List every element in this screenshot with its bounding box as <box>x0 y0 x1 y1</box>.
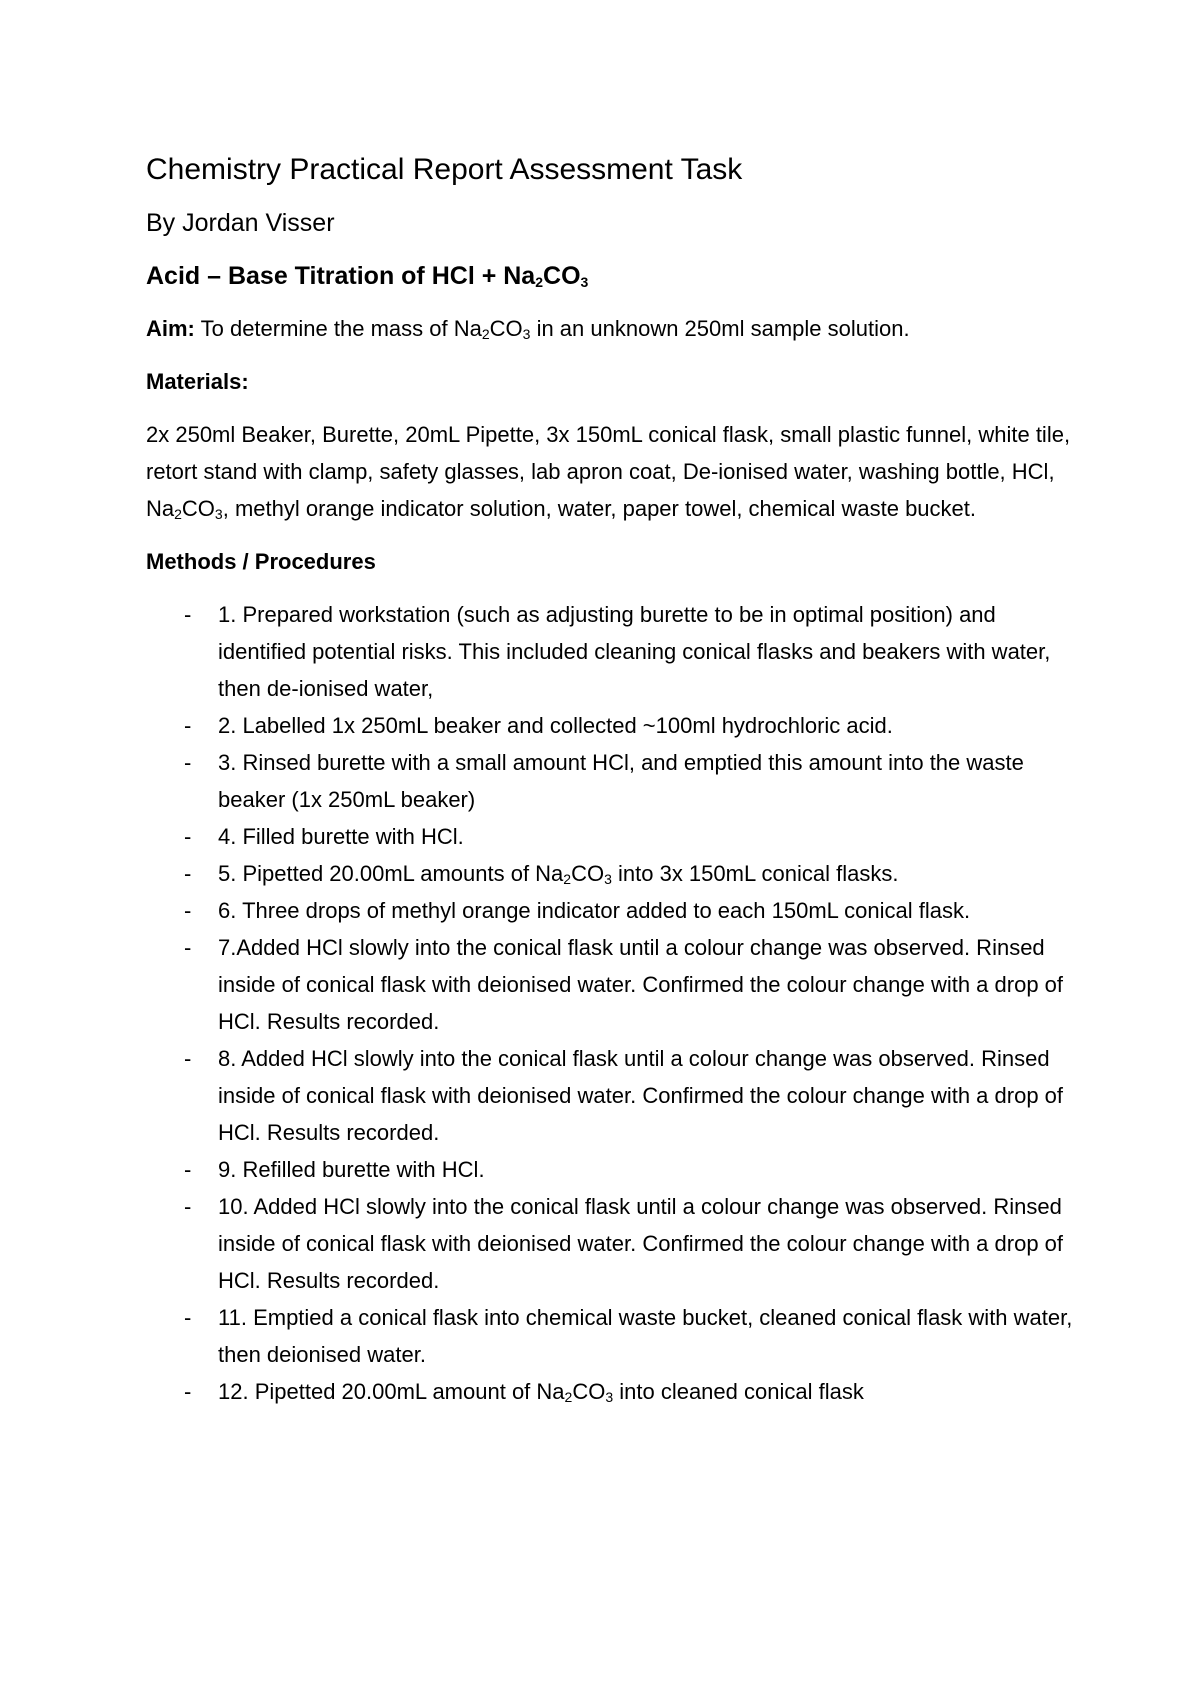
report-subtitle <box>146 258 1086 294</box>
step-subscript-2: 2 <box>564 1389 573 1405</box>
materials-text-post: , methyl orange indicator solution, water, paper towel, chemical waste bucket. <box>222 496 976 521</box>
step-text-post: into cleaned conical flask <box>613 1379 864 1404</box>
aim-text-post: in an unknown 250ml sample solution. <box>530 316 910 341</box>
bullet-dash: - <box>184 935 192 960</box>
step-co: CO <box>571 861 605 886</box>
bullet-dash: - <box>184 1379 192 1404</box>
materials-subscript-3: 3 <box>214 506 223 522</box>
aim-subscript-2: 2 <box>481 326 490 342</box>
step-text: 9. Refilled burette with HCl. <box>218 1157 485 1182</box>
step-subscript-3: 3 <box>604 871 612 887</box>
materials-subscript-2: 2 <box>174 506 182 522</box>
procedure-step <box>146 1299 1086 1373</box>
procedure-step <box>146 707 1086 744</box>
document-body <box>146 150 1086 1410</box>
procedure-step <box>146 1188 1086 1299</box>
procedure-step <box>146 1373 1086 1410</box>
step-text: 10. Added HCl slowly into the conical flask until a colour change was observed. Rinsed inside of conical flask with deionised water. Confirmed the colour change with a drop of HCl. Results recorded. <box>218 1194 1064 1293</box>
bullet-dash: - <box>184 861 192 886</box>
step-text-pre: 12. Pipetted 20.00mL amount of Na <box>218 1379 565 1404</box>
report-author: By Jordan Visser <box>146 209 335 237</box>
step-text: 8. Added HCl slowly into the conical flask until a colour change was observed. Rinsed inside of conical flask with deionised water. Confirmed the colour change with a drop of HCl. Results recorded. <box>218 1046 1064 1145</box>
procedure-step <box>146 855 1086 892</box>
procedure-list <box>146 596 1086 1410</box>
aim-co: CO <box>489 316 523 341</box>
subtitle-text: Acid – Base Titration of HCl + Na <box>146 262 536 290</box>
bullet-dash: - <box>184 1194 192 1219</box>
step-text: 4. Filled burette with HCl. <box>218 824 464 849</box>
bullet-dash: - <box>184 602 192 627</box>
materials-text-pre: 2x 250ml Beaker, Burette, 20mL Pipette, 3x 150mL conical flask, small plastic funnel, white tile, retort stand with clamp, safety glasses, lab apron coat, De-ionised water, washing bottle, HCl, Na <box>146 422 1071 521</box>
materials-heading: Materials: <box>146 369 249 394</box>
aim-paragraph <box>146 310 1086 347</box>
methods-heading: Methods / Procedures <box>146 549 376 574</box>
report-title: Chemistry Practical Report Assessment Task <box>146 153 743 186</box>
step-text: 11. Emptied a conical flask into chemical waste bucket, cleaned conical flask with water, then deionised water. <box>218 1305 1073 1367</box>
bullet-dash: - <box>184 898 192 923</box>
aim-label: Aim: <box>146 316 195 341</box>
bullet-dash: - <box>184 1305 192 1330</box>
bullet-dash: - <box>184 1046 192 1071</box>
step-text: 6. Three drops of methyl orange indicator added to each 150mL conical flask. <box>218 898 971 923</box>
step-subscript-3: 3 <box>605 1389 614 1405</box>
bullet-dash: - <box>184 1157 192 1182</box>
step-text: 1. Prepared workstation (such as adjusting burette to be in optimal position) and identified potential risks. This included cleaning conical flasks and beakers with water, then de-ionised water, <box>218 602 1051 701</box>
subtitle-subscript-2: 2 <box>535 274 544 290</box>
procedure-step <box>146 929 1086 1040</box>
materials-paragraph <box>146 416 1086 527</box>
step-text: 7.Added HCl slowly into the conical flask until a colour change was observed. Rinsed inside of conical flask with deionised water. Confirmed the colour change with a drop of HCl. Results recorded. <box>218 935 1064 1034</box>
bullet-dash: - <box>184 824 192 849</box>
step-text: 3. Rinsed burette with a small amount HCl, and emptied this amount into the waste beaker (1x 250mL beaker) <box>218 750 1024 812</box>
procedure-step <box>146 1040 1086 1151</box>
step-co: CO <box>572 1379 606 1404</box>
step-text-post: into 3x 150mL conical flasks. <box>611 861 899 886</box>
procedure-step <box>146 892 1086 929</box>
subtitle-co: CO <box>543 262 581 290</box>
step-text-pre: 5. Pipetted 20.00mL amounts of Na <box>218 861 564 886</box>
aim-text-pre: To determine the mass of Na <box>194 316 482 341</box>
materials-co: CO <box>181 496 215 521</box>
bullet-dash: - <box>184 750 192 775</box>
procedure-step <box>146 818 1086 855</box>
procedure-step <box>146 744 1086 818</box>
step-subscript-2: 2 <box>563 871 572 887</box>
procedure-step <box>146 596 1086 707</box>
step-text: 2. Labelled 1x 250mL beaker and collected ~100ml hydrochloric acid. <box>218 713 893 738</box>
bullet-dash: - <box>184 713 192 738</box>
procedure-step <box>146 1151 1086 1188</box>
subtitle-subscript-3: 3 <box>580 274 589 290</box>
aim-subscript-3: 3 <box>522 326 531 342</box>
